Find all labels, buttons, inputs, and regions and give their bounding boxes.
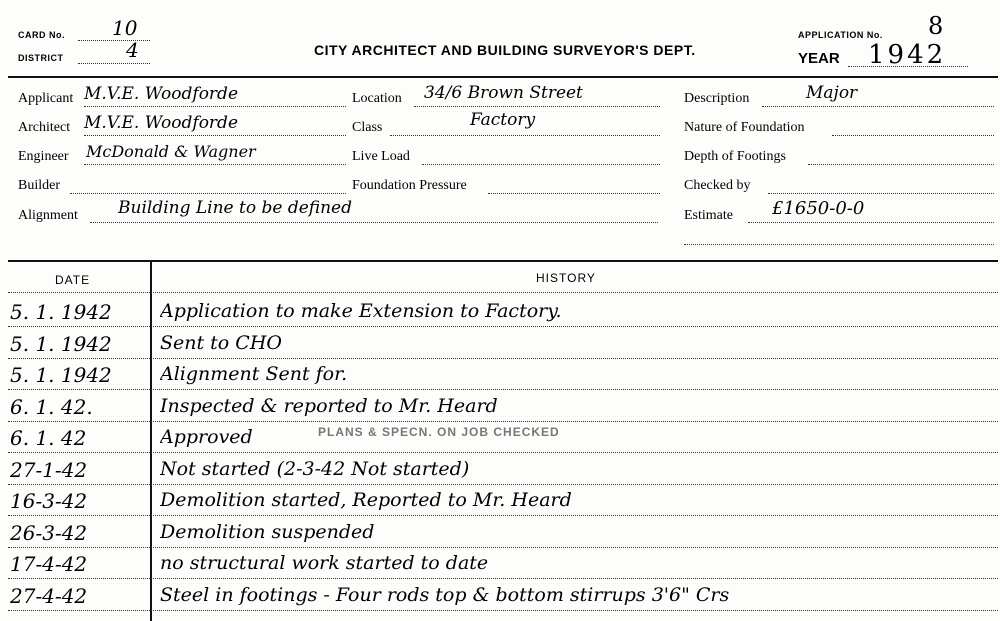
row-rule bbox=[8, 389, 998, 390]
table-row bbox=[0, 489, 1000, 520]
estimate-value: £1650-0-0 bbox=[772, 198, 865, 219]
row-date: 27-4-42 bbox=[10, 583, 88, 608]
row-date: 5. 1. 1942 bbox=[10, 363, 112, 387]
class-value: Factory bbox=[470, 110, 536, 130]
foundation-pressure-line bbox=[488, 193, 660, 194]
depth-of-footings-line bbox=[808, 164, 994, 165]
table-top-rule bbox=[8, 260, 998, 262]
row-history-entry: Inspected & reported to Mr. Heard bbox=[160, 394, 498, 417]
table-row bbox=[0, 552, 1000, 583]
estimate-label: Estimate bbox=[684, 208, 733, 223]
row-date: 26-3-42 bbox=[10, 520, 88, 545]
row-rule bbox=[8, 547, 998, 548]
row-history-entry: Sent to CHO bbox=[160, 331, 282, 354]
card-no-line bbox=[78, 40, 150, 41]
row-date: 27-1-42 bbox=[10, 457, 88, 482]
description-line bbox=[762, 106, 994, 107]
row-history-entry: Steel in footings - Four rods top & bottom stirrups 3'6" Crs bbox=[160, 583, 730, 606]
extra-line bbox=[684, 244, 994, 245]
year-value: 1942 bbox=[868, 40, 947, 70]
class-label: Class bbox=[352, 120, 383, 135]
location-value: 34/6 Brown Street bbox=[424, 83, 583, 103]
location-line bbox=[414, 106, 660, 107]
row-history-entry: Not started (2-3-42 Not started) bbox=[160, 457, 470, 480]
table-row bbox=[0, 363, 1000, 394]
nature-of-foundation-label: Nature of Foundation bbox=[684, 120, 805, 135]
row-date: 6. 1. 42. bbox=[10, 394, 93, 419]
alignment-label: Alignment bbox=[18, 208, 78, 223]
alignment-line bbox=[90, 222, 658, 223]
live-load-label: Live Load bbox=[352, 149, 410, 164]
card-no-value: 10 bbox=[112, 16, 138, 40]
estimate-line bbox=[748, 222, 994, 223]
district-label: DISTRICT bbox=[18, 53, 64, 63]
inspection-stamp: PLANS & SPECN. ON JOB CHECKED bbox=[318, 425, 560, 439]
district-line bbox=[78, 63, 150, 64]
applicant-label: Applicant bbox=[18, 91, 74, 106]
engineer-line bbox=[84, 164, 346, 165]
depth-of-footings-label: Depth of Footings bbox=[684, 149, 786, 164]
row-history-entry: Demolition started, Reported to Mr. Heard bbox=[160, 489, 572, 511]
nature-of-foundation-line bbox=[832, 135, 994, 136]
row-rule bbox=[8, 515, 998, 516]
row-rule bbox=[8, 578, 998, 579]
department-title: CITY ARCHITECT AND BUILDING SURVEYOR'S DEPT. bbox=[314, 42, 696, 58]
application-no-value: 8 bbox=[928, 12, 944, 40]
applicant-line bbox=[84, 106, 346, 107]
applicant-value: M.V.E. Woodforde bbox=[84, 84, 239, 104]
card-no-label: CARD No. bbox=[18, 30, 65, 40]
alignment-value: Building Line to be defined bbox=[118, 198, 352, 218]
builder-line bbox=[70, 193, 346, 194]
table-row bbox=[0, 584, 1000, 615]
foundation-pressure-label: Foundation Pressure bbox=[352, 178, 467, 193]
checked-by-line bbox=[768, 193, 994, 194]
table-row bbox=[0, 332, 1000, 363]
description-value: Major bbox=[806, 83, 858, 103]
row-rule bbox=[8, 610, 998, 611]
row-date: 17-4-42 bbox=[10, 552, 88, 576]
row-history-entry: Demolition suspended bbox=[160, 520, 375, 543]
table-row bbox=[0, 521, 1000, 552]
date-column-header: DATE bbox=[55, 273, 91, 287]
application-no-label: APPLICATION No. bbox=[798, 30, 883, 40]
row-history-entry: Application to make Extension to Factory. bbox=[160, 300, 562, 322]
header-divider bbox=[8, 76, 998, 78]
row-history-entry: no structural work started to date bbox=[160, 552, 489, 574]
table-row bbox=[0, 458, 1000, 489]
row-date: 5. 1. 1942 bbox=[10, 300, 112, 324]
class-line bbox=[390, 135, 660, 136]
row-rule bbox=[8, 484, 998, 485]
row-history-entry: Alignment Sent for. bbox=[160, 363, 348, 385]
row-rule bbox=[8, 326, 998, 327]
description-label: Description bbox=[684, 91, 750, 106]
architect-label: Architect bbox=[18, 120, 71, 135]
district-value: 4 bbox=[126, 38, 139, 62]
row-rule bbox=[8, 452, 998, 453]
builder-label: Builder bbox=[18, 178, 60, 193]
history-column-header: HISTORY bbox=[536, 271, 596, 285]
row-date: 16-3-42 bbox=[10, 489, 88, 513]
header-row-line bbox=[8, 292, 998, 293]
row-rule bbox=[8, 358, 998, 359]
row-date: 6. 1. 42 bbox=[10, 426, 87, 450]
engineer-value: McDonald & Wagner bbox=[86, 142, 256, 161]
table-row bbox=[0, 300, 1000, 331]
engineer-label: Engineer bbox=[18, 149, 69, 164]
table-row bbox=[0, 395, 1000, 426]
checked-by-label: Checked by bbox=[684, 178, 751, 193]
architect-value: M.V.E. Woodforde bbox=[84, 113, 239, 133]
row-date: 5. 1. 1942 bbox=[10, 331, 112, 356]
architect-line bbox=[84, 135, 346, 136]
live-load-line bbox=[422, 164, 660, 165]
year-label: YEAR bbox=[798, 50, 840, 67]
location-label: Location bbox=[352, 91, 402, 106]
row-rule bbox=[8, 421, 998, 422]
row-history-entry: Approved bbox=[160, 426, 253, 448]
